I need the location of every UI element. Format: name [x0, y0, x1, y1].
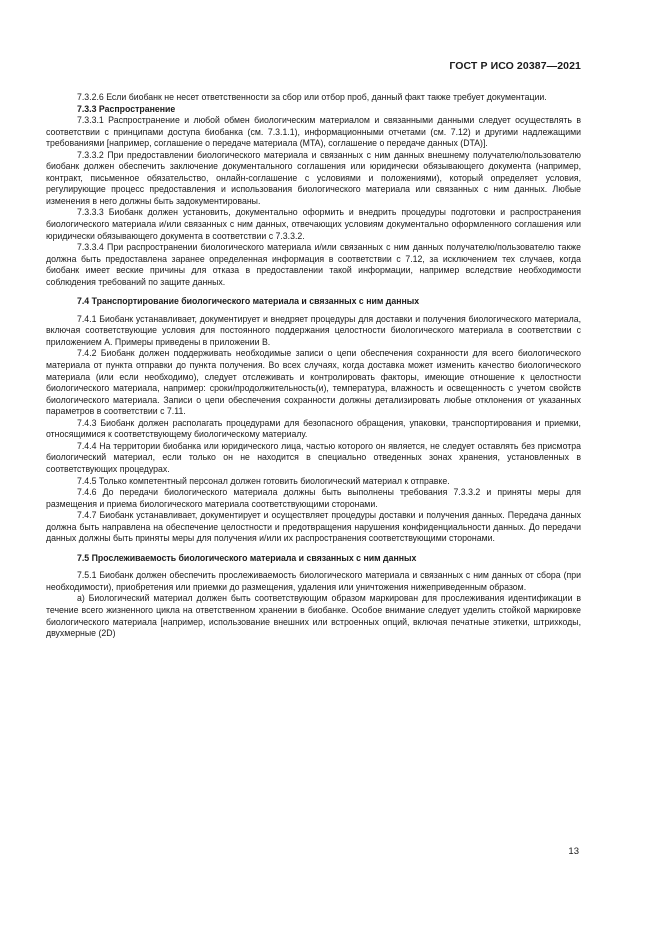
paragraph-7-5-1: 7.5.1 Биобанк должен обеспечить прослеживаемость биологического материала и связанных с ним данных от сбора (при необходимости), приобретения или приемки до размещения, удаления или уничтожения нижеприведенным образом.	[46, 570, 581, 592]
standard-header: ГОСТ Р ИСО 20387—2021	[449, 60, 581, 72]
paragraph-7-4-5: 7.4.5 Только компетентный персонал должен готовить биологический материал к отправке.	[77, 475, 450, 486]
section-heading-7-4: 7.4 Транспортирование биологического материала и связанных с ним данных	[77, 296, 420, 307]
paragraph-7-4-4: 7.4.4 На территории биобанка или юридического лица, частью которого он является, не следует оставлять без присмотра биологический материал, если только он не находится в специально отведенных зонах хранения, установленных в соответствующих процедурах.	[46, 440, 581, 474]
paragraph-7-3-2-6: 7.3.2.6 Если биобанк не несет ответственности за сбор или отбор проб, данный факт также требует документации.	[77, 92, 547, 102]
paragraph-7-4-6: 7.4.6 До передачи биологического материала должны быть выполнены требования 7.3.3.2 и приняты меры для размещения и приема биологического материала соответствующими сторонами.	[46, 487, 581, 509]
paragraph-7-3-3-4: 7.3.3.4 При распространении биологического материала и/или связанных с ним данных получателю/пользователю также должна быть предоставлена заранее определенная информация в соответствии с 7.12, за исключением тех случаев, когда биобанк имеет веские причины для отказа в предоставлении такой информации, например вследствие необходимости соблюдения требований по защите данных.	[46, 242, 581, 287]
paragraph-7-3-3-3: 7.3.3.3 Биобанк должен установить, документально оформить и внедрить процедуры подготовки и распространения биологического материала и/или связанных с ним данных, отвечающих условиям документально оформленного соглашения или юридически обязывающего документа в соответствии с 7.3.3.2.	[46, 207, 581, 241]
page-number: 13	[568, 846, 579, 857]
subheading-7-3-3: 7.3.3 Распространение	[77, 103, 176, 114]
document-body	[46, 92, 581, 640]
paragraph-7-4-1: 7.4.1 Биобанк устанавливает, документирует и внедряет процедуры для доставки и получения биологического материала, включая соответствующие условия для постоянного поддержания целостности биологического материала в соответствии с приложением А. Примеры приведены в приложении В.	[46, 313, 581, 347]
paragraph-7-4-7: 7.4.7 Биобанк устанавливает, документирует и осуществляет процедуры доставки и получения данных. Передача данных должна быть направлена на обеспечение целостности и предотвращения нарушения конфиденциальности данных. До передачи данных должны быть приняты меры для получения и/или их распространения соответствующими сторонами.	[46, 510, 581, 544]
paragraph-7-5-1-a: а) Биологический материал должен быть соответствующим образом маркирован для прослеживания идентификации в течение всего жизненного цикла на ответственном хранении в биобанке. Особое внимание следует уделить стойкой маркировке биологического материала [например, использование внешних или встроенных опций, включая печатные этикетки, штрихкоды, двухмерные (2D)	[46, 593, 581, 639]
paragraph-7-4-2: 7.4.2 Биобанк должен поддерживать необходимые записи о цепи обеспечения сохранности для всего биологического материала от пункта отправки до пункта получения. Во всех случаях, когда доставка может изменить качество биологического материала (или если необходимо), следует отслеживать и контролировать факторы, имеющие отношение к целостности биологического материала, например: сроки/продолжительность(и), температура, влажность и освещенность с учетом свойств биологического материала. Записи о цепи обеспечения сохранности должны детализировать любые отклонения от указанных параметров в соответствии с 7.11.	[46, 348, 581, 417]
paragraph-7-4-3: 7.4.3 Биобанк должен располагать процедурами для безопасного обращения, упаковки, транспортирования и приемки, относящимися к соответствующему биологическому материалу.	[46, 417, 581, 440]
section-heading-7-5: 7.5 Прослеживаемость биологического материала и связанных с ним данных	[77, 552, 417, 563]
paragraph-7-3-3-2: 7.3.3.2 При предоставлении биологического материала и связанных с ним данных внешнему получателю/пользователю биобанк должен обеспечить заключение документального соглашения или юридически обязывающего документа (например, контракт, письменное обязательство, онлайн-соглашение с условиями и положениями), который определяет условия, регулирующие процесс предоставления и использования биологического материала или связанных с ним данных. Любые изменения в него должны быть задокументированы.	[46, 149, 581, 206]
paragraph-7-3-3-1: 7.3.3.1 Распространение и любой обмен биологическим материалом и связанными данными следует осуществлять в соответствии с принципами доступа биобанка (см. 7.3.1.1), информационными отчетами (см. 7.12) и другими надлежащими требованиями [например, соглашение о передаче материала (MTA), соглашение о передаче данных (DTA)].	[46, 115, 581, 149]
